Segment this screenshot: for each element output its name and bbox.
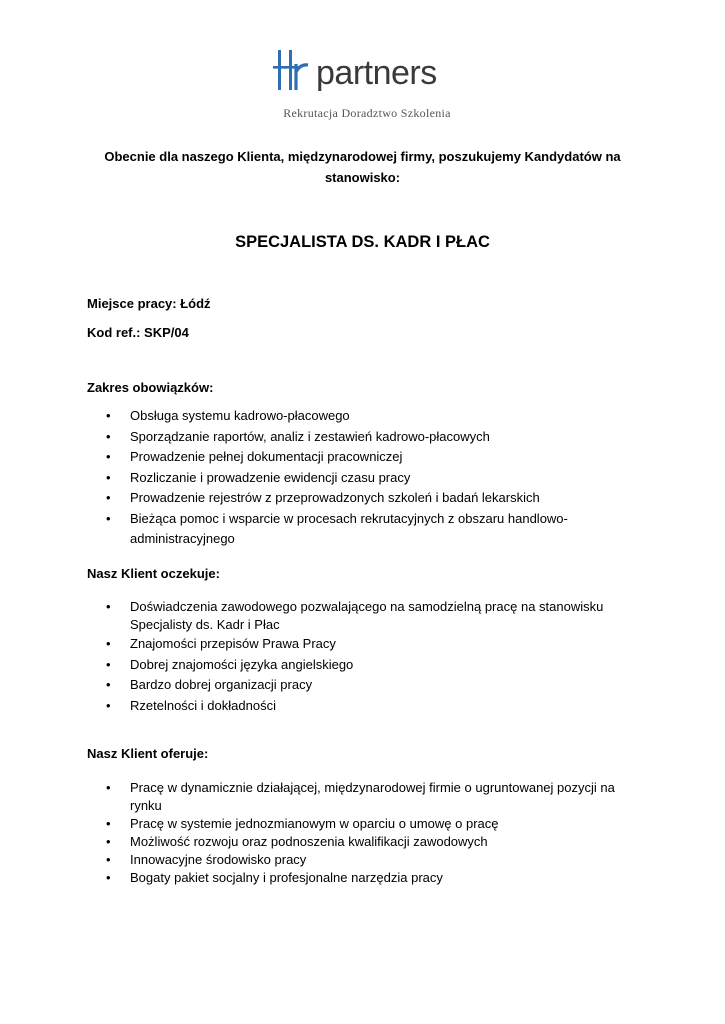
bullet-icon: • [106,408,111,423]
bullet-icon: • [106,870,111,885]
bullet-icon: • [106,428,111,444]
logo-tagline: Rekrutacja Doradztwo Szkolenia [283,106,451,120]
intro-text [90,146,635,188]
bullet-icon: • [106,599,111,614]
job-title: SPECJALISTA DS. KADR I PŁAC [235,233,490,251]
list-item: • Znajomości przepisów Prawa Pracy [87,634,647,655]
list-item: • Rozliczanie i prowadzenie ewidencji czasu pracy [87,468,647,489]
hr-partners-logo [272,46,462,98]
list-item: • Bardzo dobrej organizacji pracy [87,675,647,696]
list-item-continuation: Specjalisty ds. Kadr i Płac [130,617,280,632]
list-item: • Doświadczenia zawodowego pozwalającego na samodzielną pracę na stanowisku [106,599,604,614]
list-item: • Bogaty pakiet socjalny i profesjonalne narzędzia pracy [106,870,443,885]
list-item: • Prowadzenie pełnej dokumentacji pracowniczej [87,447,647,468]
bullet-icon: • [106,834,111,849]
list-item: • Prowadzenie rejestrów z przeprowadzonych szkoleń i badań lekarskich [87,488,647,509]
expects-heading: Nasz Klient oczekuje: [87,566,220,581]
duties-list [87,406,647,550]
list-item: • Sporządzanie raportów, analiz i zestawień kadrowo-płacowych [87,427,647,448]
list-item: • Innowacyjne środowisko pracy [106,852,307,867]
list-item: • Pracę w systemie jednozmianowym w oparciu o umowę o pracę [106,816,499,831]
bullet-icon: • [106,697,111,713]
bullet-icon: • [106,449,111,464]
list-item-continuation: rynku [130,798,162,813]
job-location: Miejsce pracy: Łódź [87,296,211,311]
job-reference: Kod ref.: SKP/04 [87,325,189,340]
list-item: • Możliwość rozwoju oraz podnoszenia kwalifikacji zawodowych [106,834,488,849]
bullet-icon: • [106,852,111,867]
bullet-icon: • [106,780,111,795]
offers-heading: Nasz Klient oferuje: [87,746,209,761]
logo-r-icon [296,64,308,90]
duties-heading: Zakres obowiązków: [87,380,214,395]
logo-mark-icon [273,50,298,90]
offers-list [87,779,647,887]
logo-wordmark: partners [316,54,437,92]
intro-line-1: Obecnie dla naszego Klienta, międzynarodowej firmy, poszukujemy Kandydatów na [104,149,621,164]
expects-list [87,598,647,716]
list-item: • Rzetelności i dokładności [87,696,647,717]
list-item-continuation: administracyjnego [130,531,235,546]
list-item: • Pracę w dynamicznie działającej, międzynarodowej firmie o ugruntowanej pozycji na [106,780,615,795]
intro-line-2: stanowisko: [324,170,401,185]
bullet-icon: • [106,816,111,831]
list-item: • Obsługa systemu kadrowo-płacowego [87,406,647,427]
list-item: • Dobrej znajomości języka angielskiego [87,655,647,676]
bullet-icon: • [106,636,111,651]
bullet-icon: • [106,469,111,485]
list-item: • Bieżąca pomoc i wsparcie w procesach rekrutacyjnych z obszaru handlowo- [87,509,647,530]
bullet-icon: • [106,490,111,505]
bullet-icon: • [106,510,111,526]
bullet-icon: • [106,656,111,672]
bullet-icon: • [106,677,111,692]
